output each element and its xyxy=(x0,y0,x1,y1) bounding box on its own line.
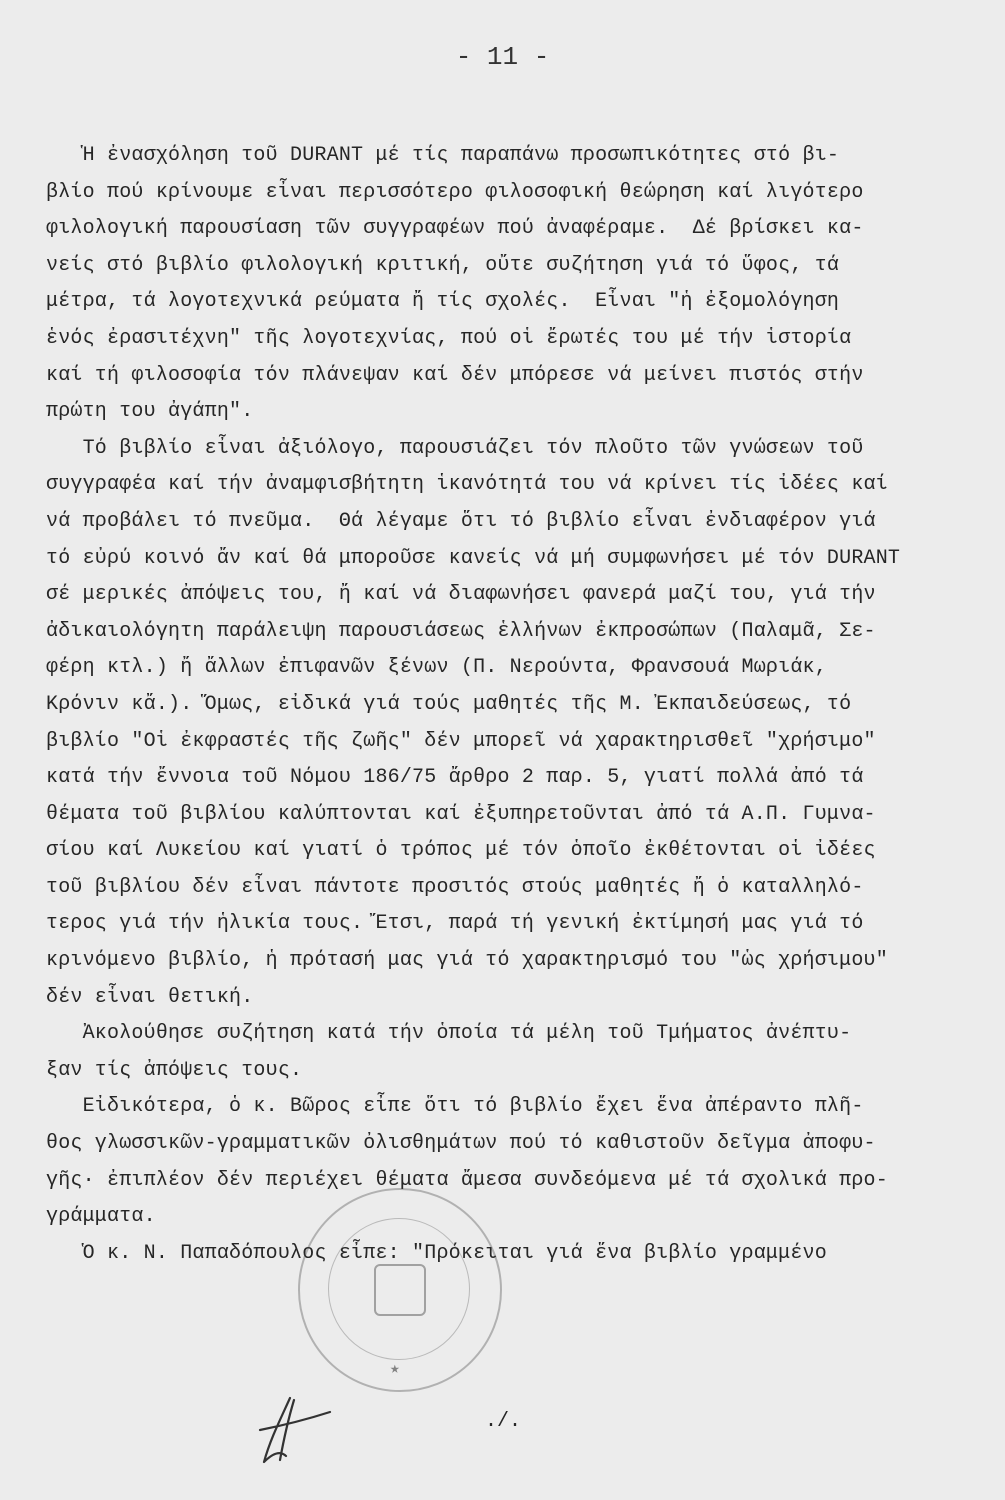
text-line: Τό βιβλίο εἶναι ἀξιόλογο, παρουσιάζει τόν πλοῦτο τῶν γνώσεων τοῦ xyxy=(46,436,864,460)
text-line: Ἀκολούθησε συζήτηση κατά τήν ὁποία τά μέλη τοῦ Τμήματος ἀνέπτυ- xyxy=(46,1022,852,1046)
text-line: νείς στό βιβλίο φιλολογική κριτική, οὔτε συζήτηση γιά τό ὕφος, τά xyxy=(46,253,840,277)
text-line: σέ μερικές ἀπόψεις του, ἤ καί νά διαφωνήσει φανερά μαζί του, γιά τήν xyxy=(46,583,876,607)
text-line: καί τή φιλοσοφία τόν πλάνεψαν καί δέν μπόρεσε νά μείνει πιστός στήν xyxy=(46,363,864,387)
text-line: τό εὐρύ κοινό ἄν καί θά μποροῦσε κανείς νά μή συμφωνήσει μέ τόν DURANT xyxy=(46,546,901,570)
text-line: πρώτη του ἀγάπη". xyxy=(46,400,254,424)
text-line: τοῦ βιβλίου δέν εἶναι πάντοτε προσιτός στούς μαθητές ἤ ὁ καταλληλό- xyxy=(46,875,864,899)
text-line: βλίο πού κρίνουμε εἶναι περισσότερο φιλοσοφική θεώρηση καί λιγότερο xyxy=(46,180,864,204)
text-line: γῆς· ἐπιπλέον δέν περιέχει θέματα ἄμεσα συνδεόμενα μέ τά σχολικά προ- xyxy=(46,1168,888,1192)
handwritten-signature-icon xyxy=(250,1390,340,1475)
text-line: τερος γιά τήν ἡλικία τους. Ἔτσι, παρά τή γενική ἐκτίμησή μας γιά τό xyxy=(46,912,864,936)
text-line: δέν εἶναι θετική. xyxy=(46,985,254,1009)
text-line: μέτρα, τά λογοτεχνικά ρεύματα ἤ τίς σχολές. Εἶναι "ἡ ἐξομολόγηση xyxy=(46,290,840,314)
text-line: θέματα τοῦ βιβλίου καλύπτονται καί ἐξυπηρετοῦνται ἀπό τά Α.Π. Γυμνα- xyxy=(46,802,876,826)
text-line: σίου καί Λυκείου καί γιατί ὁ τρόπος μέ τόν ὁποῖο ἐκθέτονται οἱ ἰδέες xyxy=(46,839,876,863)
text-line: ἑνός ἐρασιτέχνη" τῆς λογοτεχνίας, πού οἱ ἔρωτές του μέ τήν ἱστορία xyxy=(46,326,852,350)
text-line: Ἡ ἐνασχόληση τοῦ DURANT μέ τίς παραπάνω προσωπικότητες στό βι- xyxy=(46,144,840,167)
text-line: Ὁ κ. Ν. Παπαδόπουλος εἶπε: "Πρόκειται γιά ἕνα βιβλίο γραμμένο xyxy=(46,1241,827,1265)
text-line: συγγραφέα καί τήν ἀναμφισβήτητη ἱκανότητά του νά κρίνει τίς ἰδέες καί xyxy=(46,473,888,497)
text-line: θος γλωσσικῶν-γραμματικῶν ὀλισθημάτων πού τό καθιστοῦν δεῖγμα ἀποφυ- xyxy=(46,1132,876,1156)
text-line: βιβλίο "Οἱ ἐκφραστές τῆς ζωῆς" δέν μπορεῖ νά χαρακτηρισθεῖ "χρήσιμο" xyxy=(46,729,876,753)
document-body xyxy=(46,138,966,1272)
text-line: νά προβάλει τό πνεῦμα. Θά λέγαμε ὅτι τό βιβλίο εἶναι ἐνδιαφέρον γιά xyxy=(46,509,876,533)
text-line: φιλολογική παρουσίαση τῶν συγγραφέων πού ἀναφέραμε. Δέ βρίσκει κα- xyxy=(46,217,864,241)
text-line: Εἰδικότερα, ὁ κ. Βῶρος εἶπε ὅτι τό βιβλίο ἔχει ἕνα ἀπέραντο πλῆ- xyxy=(46,1095,864,1119)
text-line: ξαν τίς ἀπόψεις τους. xyxy=(46,1058,303,1082)
star-icon: ★ xyxy=(390,1360,400,1378)
text-line: κατά τήν ἔννοια τοῦ Νόμου 186/75 ἄρθρο 2 παρ. 5, γιατί πολλά ἀπό τά xyxy=(46,766,864,790)
text-line: κρινόμενο βιβλίο, ἡ πρότασή μας γιά τό χαρακτηρισμό του "ὡς χρήσιμου" xyxy=(46,949,888,973)
text-line: φέρη κτλ.) ἤ ἄλλων ἐπιφανῶν ξένων (Π. Νερούντα, Φρανσουά Μωριάκ, xyxy=(46,656,827,680)
text-line: ἀδικαιολόγητη παράλειψη παρουσιάσεως ἑλλήνων ἐκπροσώπων (Παλαμᾶ, Σε- xyxy=(46,619,876,643)
text-line: Κρόνιν κἄ.). Ὅμως, εἰδικά γιά τούς μαθητές τῆς Μ. Ἐκπαιδεύσεως, τό xyxy=(46,692,852,716)
text-line: γράμματα. xyxy=(46,1205,156,1229)
continuation-mark: ./. xyxy=(485,1410,522,1433)
page-number: - 11 - xyxy=(455,42,550,72)
